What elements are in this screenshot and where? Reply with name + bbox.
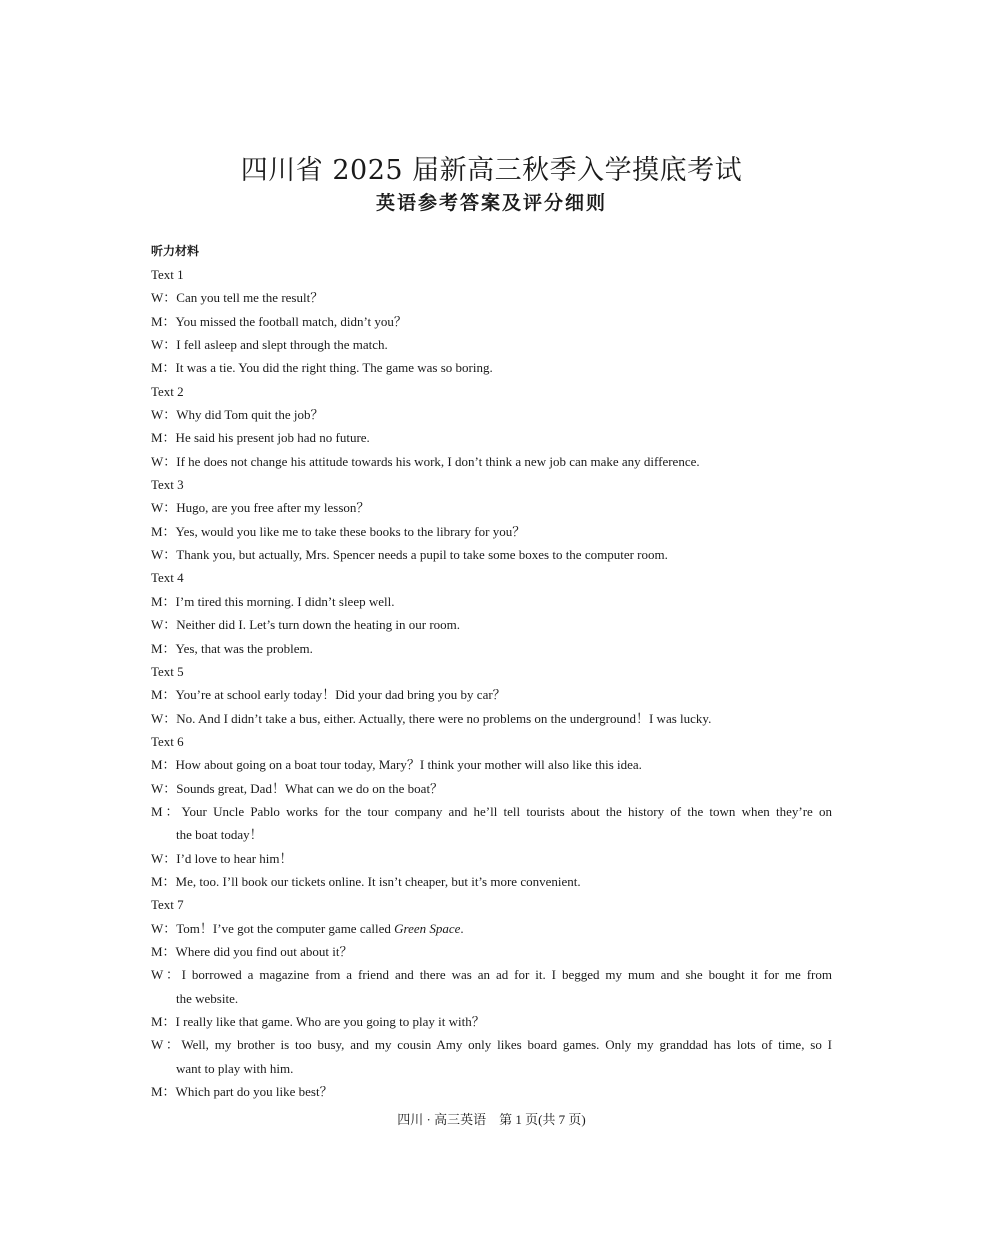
dialogue-line: W：Sounds great, Dad！What can we do on the boat？: [151, 780, 444, 796]
dialogue-line: M：You’re at school early today！Did your dad bring you by car？: [151, 687, 506, 703]
document-subtitle: 英语参考答案及评分细则: [375, 192, 607, 214]
dialogue-line: M：How about going on a boat tour today, Mary？I think your mother will also like this idea.: [151, 757, 642, 773]
dialogue-line: W：If he does not change his attitude towards his work, I don’t think a new job can make any difference.: [151, 453, 700, 469]
dialogue-line: M：Which part do you like best？: [151, 1084, 333, 1100]
dialogue-line: M：Me, too. I’ll book our tickets online. It isn’t cheaper, but it’s more convenient.: [151, 873, 581, 889]
dialogue-line: W：Thank you, but actually, Mrs. Spencer needs a pupil to take some boxes to the computer room.: [151, 547, 668, 563]
dialogue-punctuation: .: [460, 920, 464, 936]
dialogue-line: W：Why did Tom quit the job？: [151, 407, 324, 423]
dialogue-line: W：Can you tell me the result？: [151, 290, 324, 306]
dialogue-line: M：Your Uncle Pablo works for the tour company and he’ll tell tourists about the history of the town when they’re on: [151, 803, 832, 819]
dialogue-line: W：I borrowed a magazine from a friend and there was an ad for it. I begged my mum and she bought it for me from: [151, 967, 832, 983]
game-title: Green Space: [394, 920, 461, 936]
dialogue-line-continuation: want to play with him.: [176, 1060, 294, 1076]
transcript-body: [151, 263, 832, 1103]
text-heading: Text 2: [151, 383, 184, 399]
page-footer: 四川 · 高三英语 第 1 页(共 7 页): [397, 1112, 586, 1127]
dialogue-line: W：I’d love to hear him！: [151, 850, 293, 866]
text-heading: Text 6: [151, 733, 184, 749]
text-heading: Text 4: [151, 570, 184, 586]
section-label: 听力材料: [151, 244, 200, 258]
dialogue-text: W：Tom！I’ve got the computer game called: [151, 920, 395, 936]
dialogue-line: M：I’m tired this morning. I didn’t sleep well.: [151, 593, 395, 609]
dialogue-line: M：It was a tie. You did the right thing. The game was so boring.: [151, 360, 493, 376]
dialogue-line: M：Yes, would you like me to take these books to the library for you？: [151, 523, 526, 539]
document-title: 四川省 2025 届新高三秋季入学摸底考试: [240, 155, 743, 186]
text-heading: Text 1: [151, 267, 184, 282]
dialogue-line: M：Yes, that was the problem.: [151, 640, 313, 656]
dialogue-line: W：Neither did I. Let’s turn down the heating in our room.: [151, 617, 461, 633]
text-heading: Text 5: [151, 663, 184, 679]
dialogue-line: W：No. And I didn’t take a bus, either. Actually, there were no problems on the underground！I was lucky.: [151, 710, 712, 726]
dialogue-line: W：I fell asleep and slept through the match.: [151, 337, 388, 353]
dialogue-line: [151, 917, 832, 940]
text-heading: Text 7: [151, 897, 184, 913]
dialogue-line: M：Where did you find out about it？: [151, 943, 353, 959]
dialogue-line: M：You missed the football match, didn’t you？: [151, 313, 407, 329]
dialogue-line: W：Well, my brother is too busy, and my cousin Amy only likes board games. Only my granddad has lots of time, so I: [151, 1037, 832, 1053]
dialogue-line-continuation: the website.: [176, 990, 239, 1006]
dialogue-line: M：I really like that game. Who are you going to play it with？: [151, 1014, 485, 1029]
dialogue-line: W：Hugo, are you free after my lesson？: [151, 500, 370, 516]
dialogue-line-continuation: the boat today！: [176, 827, 263, 843]
dialogue-line: M：He said his present job had no future.: [151, 430, 370, 446]
text-heading: Text 3: [151, 477, 184, 493]
